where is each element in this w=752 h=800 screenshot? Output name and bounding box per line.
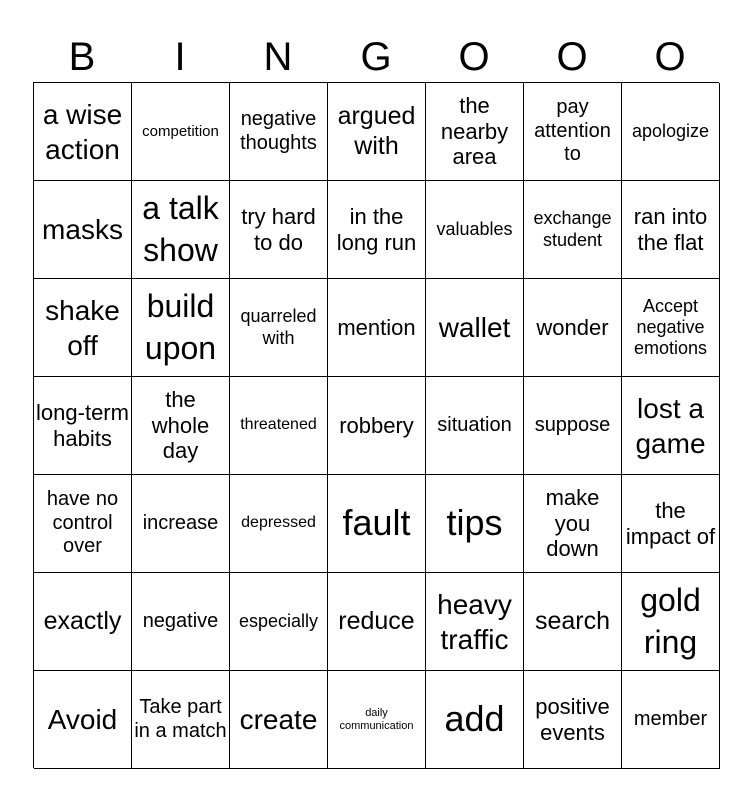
bingo-cell: daily communication xyxy=(328,671,426,769)
bingo-cell: member xyxy=(622,671,720,769)
bingo-cell: build upon xyxy=(132,279,230,377)
bingo-cell: competition xyxy=(132,83,230,181)
bingo-cell: the whole day xyxy=(132,377,230,475)
bingo-cell: wallet xyxy=(426,279,524,377)
header-letter: O xyxy=(654,35,686,79)
header-letter: O xyxy=(556,35,588,79)
bingo-header xyxy=(33,34,719,80)
bingo-cell: threatened xyxy=(230,377,328,475)
bingo-cell: fault xyxy=(328,475,426,573)
bingo-cell: reduce xyxy=(328,573,426,671)
bingo-cell: a wise action xyxy=(34,83,132,181)
bingo-cell: the impact of xyxy=(622,475,720,573)
bingo-cell: exchange student xyxy=(524,181,622,279)
bingo-cell: tips xyxy=(426,475,524,573)
bingo-cell: positive events xyxy=(524,671,622,769)
bingo-cell: mention xyxy=(328,279,426,377)
bingo-cell: a talk show xyxy=(132,181,230,279)
bingo-cell: gold ring xyxy=(622,573,720,671)
bingo-cell: exactly xyxy=(34,573,132,671)
bingo-cell: pay attention to xyxy=(524,83,622,181)
bingo-cell: depressed xyxy=(230,475,328,573)
bingo-cell: create xyxy=(230,671,328,769)
header-letter: O xyxy=(458,35,490,79)
header-letter: G xyxy=(360,35,392,79)
bingo-cell: negative xyxy=(132,573,230,671)
bingo-cell: lost a game xyxy=(622,377,720,475)
bingo-cell: robbery xyxy=(328,377,426,475)
bingo-cell: especially xyxy=(230,573,328,671)
bingo-cell: wonder xyxy=(524,279,622,377)
bingo-cell: in the long run xyxy=(328,181,426,279)
bingo-cell: valuables xyxy=(426,181,524,279)
bingo-cell: quarreled with xyxy=(230,279,328,377)
bingo-cell: increase xyxy=(132,475,230,573)
header-letter: B xyxy=(68,35,96,79)
bingo-cell: search xyxy=(524,573,622,671)
bingo-cell: apologize xyxy=(622,83,720,181)
bingo-grid xyxy=(33,82,719,768)
bingo-cell: argued with xyxy=(328,83,426,181)
bingo-cell: long-term habits xyxy=(34,377,132,475)
bingo-cell: Accept negative emotions xyxy=(622,279,720,377)
bingo-cell: situation xyxy=(426,377,524,475)
bingo-cell: suppose xyxy=(524,377,622,475)
bingo-cell: ran into the flat xyxy=(622,181,720,279)
bingo-cell: Avoid xyxy=(34,671,132,769)
bingo-cell: the nearby area xyxy=(426,83,524,181)
header-letter: I xyxy=(174,35,186,79)
bingo-cell: heavy traffic xyxy=(426,573,524,671)
bingo-cell: make you down xyxy=(524,475,622,573)
bingo-cell: masks xyxy=(34,181,132,279)
bingo-cell: add xyxy=(426,671,524,769)
header-letter: N xyxy=(263,35,293,79)
bingo-cell: Take part in a match xyxy=(132,671,230,769)
bingo-cell: have no control over xyxy=(34,475,132,573)
bingo-cell: negative thoughts xyxy=(230,83,328,181)
bingo-cell: try hard to do xyxy=(230,181,328,279)
bingo-cell: shake off xyxy=(34,279,132,377)
